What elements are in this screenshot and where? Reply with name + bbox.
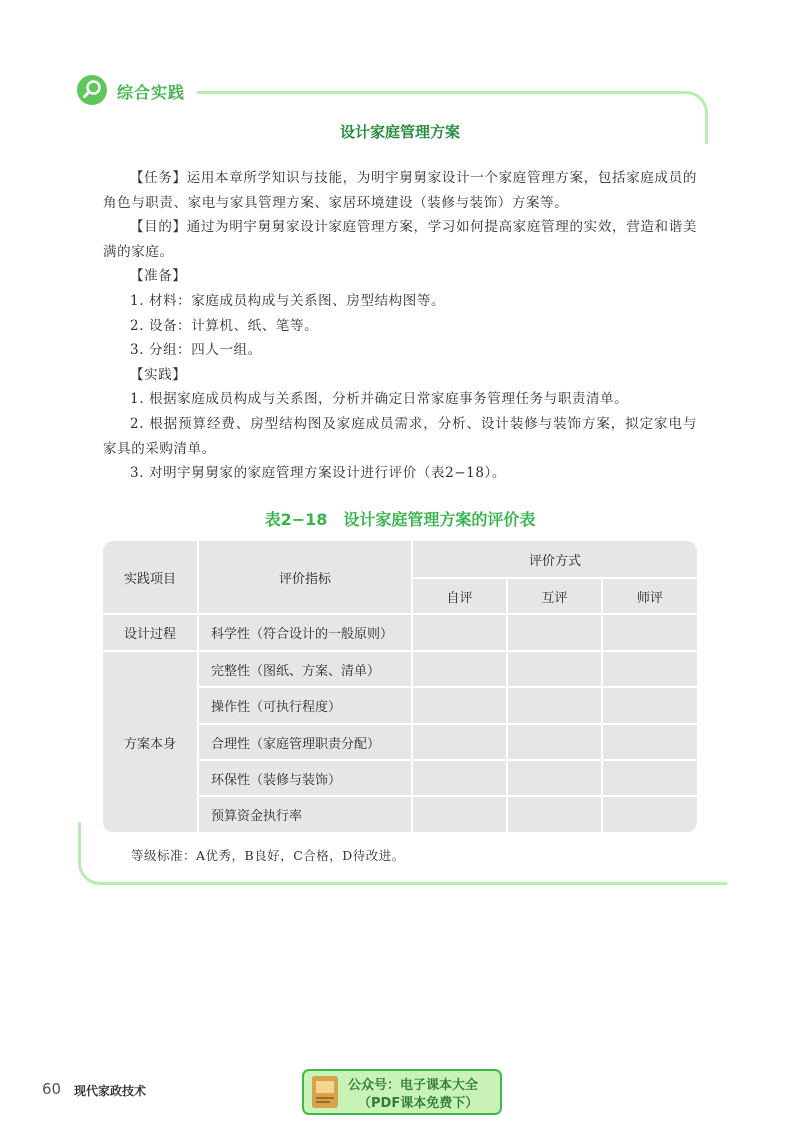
- prep-item-2: 2. 设备：计算机、纸、笔等。: [130, 317, 319, 334]
- prep-heading: 【准备】: [130, 268, 187, 285]
- purpose-paragraph: 【目的】通过为明宇舅舅家设计家庭管理方案，学习如何提高家庭管理的实效，营造和谐美满的家庭。: [103, 219, 697, 260]
- grid-line: [601, 577, 603, 832]
- watermark-stamp: [302, 1069, 502, 1115]
- evaluation-table: [103, 541, 697, 832]
- table-row-indicator: 操作性（可执行程度）: [211, 700, 342, 715]
- stamp-line-1: 公众号：电子课本大全: [348, 1078, 479, 1093]
- document-title: 设计家庭管理方案: [339, 123, 460, 141]
- practice-item-1: 1. 根据家庭成员构成与关系图，分析并确定日常家庭事务管理任务与职责清单。: [130, 391, 629, 408]
- header-peer: 互评: [541, 590, 568, 606]
- prep-item-3: 3. 分组：四人一组。: [130, 342, 262, 359]
- task-paragraph: 【任务】运用本章所学知识与技能，为明宇舅舅家设计一个家庭管理方案，包括家庭成员的角色与职责、家电与家具管理方案、家居环境建设（装修与装饰）方案等。: [103, 170, 697, 211]
- table-row-indicator: 科学性（符合设计的一般原则）: [211, 627, 394, 642]
- grading-note: 等级标准：A优秀，B良好，C合格，D待改进。: [131, 848, 405, 863]
- group-plan-itself: 方案本身: [123, 736, 176, 752]
- header-indicator: 评价指标: [278, 571, 331, 587]
- table-title: 表2−18 设计家庭管理方案的评价表: [264, 510, 536, 529]
- header-practice-item: 实践项目: [123, 571, 176, 587]
- header-self: 自评: [446, 590, 473, 606]
- prep-item-1: 1. 材料：家庭成员构成与关系图、房型结构图等。: [130, 292, 446, 309]
- practice-item-2: 2. 根据预算经费、房型结构图及家庭成员需求，分析、设计装修与装饰方案，拟定家电与家具的采购清单。: [103, 415, 697, 457]
- grid-line: [506, 577, 508, 832]
- table-row-indicator: 合理性（家庭管理职责分配）: [211, 736, 381, 752]
- body-text: [103, 166, 697, 486]
- header-teacher: 师评: [636, 590, 663, 606]
- table-row-indicator: 环保性（装修与装饰）: [211, 772, 342, 788]
- book-name: 现代家政技术: [74, 1084, 147, 1098]
- group-design-process: 设计过程: [123, 627, 176, 642]
- stamp-line-2: （PDF课本免费下）: [358, 1096, 479, 1111]
- magnifier-icon: [77, 75, 107, 105]
- header-method: 评价方式: [528, 553, 581, 569]
- book-icon: [312, 1076, 338, 1108]
- section-title: 综合实践: [117, 83, 186, 102]
- practice-item-3: 3. 对明宇舅舅家的家庭管理方案设计进行评价（表2−18）。: [130, 465, 506, 482]
- practice-heading: 【实践】: [130, 366, 187, 383]
- table-row-indicator: 预算资金执行率: [211, 809, 303, 824]
- page-number: 60: [42, 1080, 62, 1098]
- table-row-indicator: 完整性（图纸、方案、清单）: [211, 663, 381, 679]
